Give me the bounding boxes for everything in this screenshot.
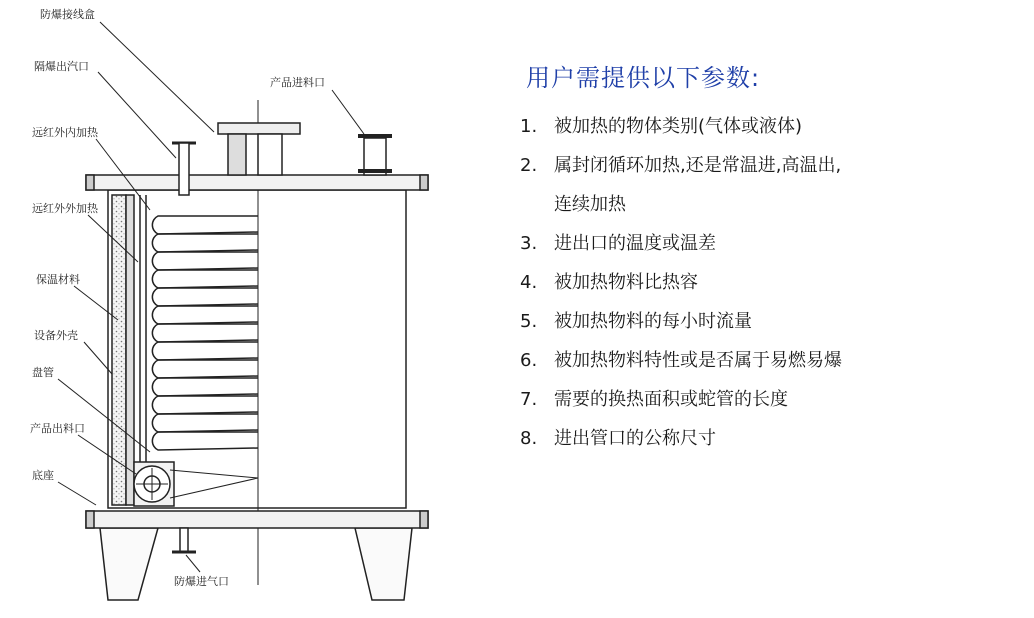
requirement-item: 2. 属封闭循环加热,还是常温进,高温出, — [520, 155, 842, 176]
requirement-item: 5. 被加热物料的每小时流量 — [520, 311, 752, 332]
label-explosion-vent: 隔爆出汽口 — [34, 60, 89, 73]
label-far-ir-inner: 远红外内加热 — [32, 126, 98, 139]
requirement-item: 4. 被加热物料比热容 — [520, 272, 698, 293]
bottom-flange — [86, 511, 428, 528]
requirement-item: 1. 被加热的物体类别(气体或液体) — [520, 116, 803, 137]
label-far-ir-outer: 远红外外加热 — [32, 202, 98, 215]
requirement-item: 8. 进出管口的公称尺寸 — [520, 428, 716, 449]
label-explosion-air-inlet: 防爆进气口 — [174, 575, 229, 588]
requirements-panel — [520, 58, 1020, 458]
junction-box-flange — [218, 123, 300, 134]
junction-box — [228, 134, 246, 175]
insulation-layer — [112, 195, 126, 505]
label-coil: 盘管 — [32, 366, 54, 379]
right-leg — [355, 528, 412, 600]
air-inlet-pipe — [180, 528, 188, 552]
top-flange — [86, 175, 428, 190]
vent-pipe — [179, 143, 189, 195]
left-leg — [100, 528, 158, 600]
label-base: 底座 — [32, 469, 54, 482]
requirements-list — [520, 107, 1020, 458]
label-insulation: 保温材料 — [36, 273, 80, 286]
label-product-outlet: 产品出料口 — [30, 422, 85, 435]
requirement-item: 3. 进出口的温度或温差 — [520, 233, 716, 254]
requirement-item: 7. 需要的换热面积或蛇管的长度 — [520, 389, 788, 410]
label-explosion-proof-box: 防爆接线盒 — [40, 8, 95, 21]
requirements-title: 用户需提供以下参数: — [526, 64, 761, 92]
requirement-item-continuation: 连续加热 — [554, 194, 626, 215]
heater-diagram — [0, 0, 470, 618]
requirement-item: 6. 被加热物料特性或是否属于易燃易爆 — [520, 350, 842, 371]
label-product-inlet: 产品进料口 — [270, 76, 325, 89]
label-shell: 设备外壳 — [34, 329, 78, 342]
